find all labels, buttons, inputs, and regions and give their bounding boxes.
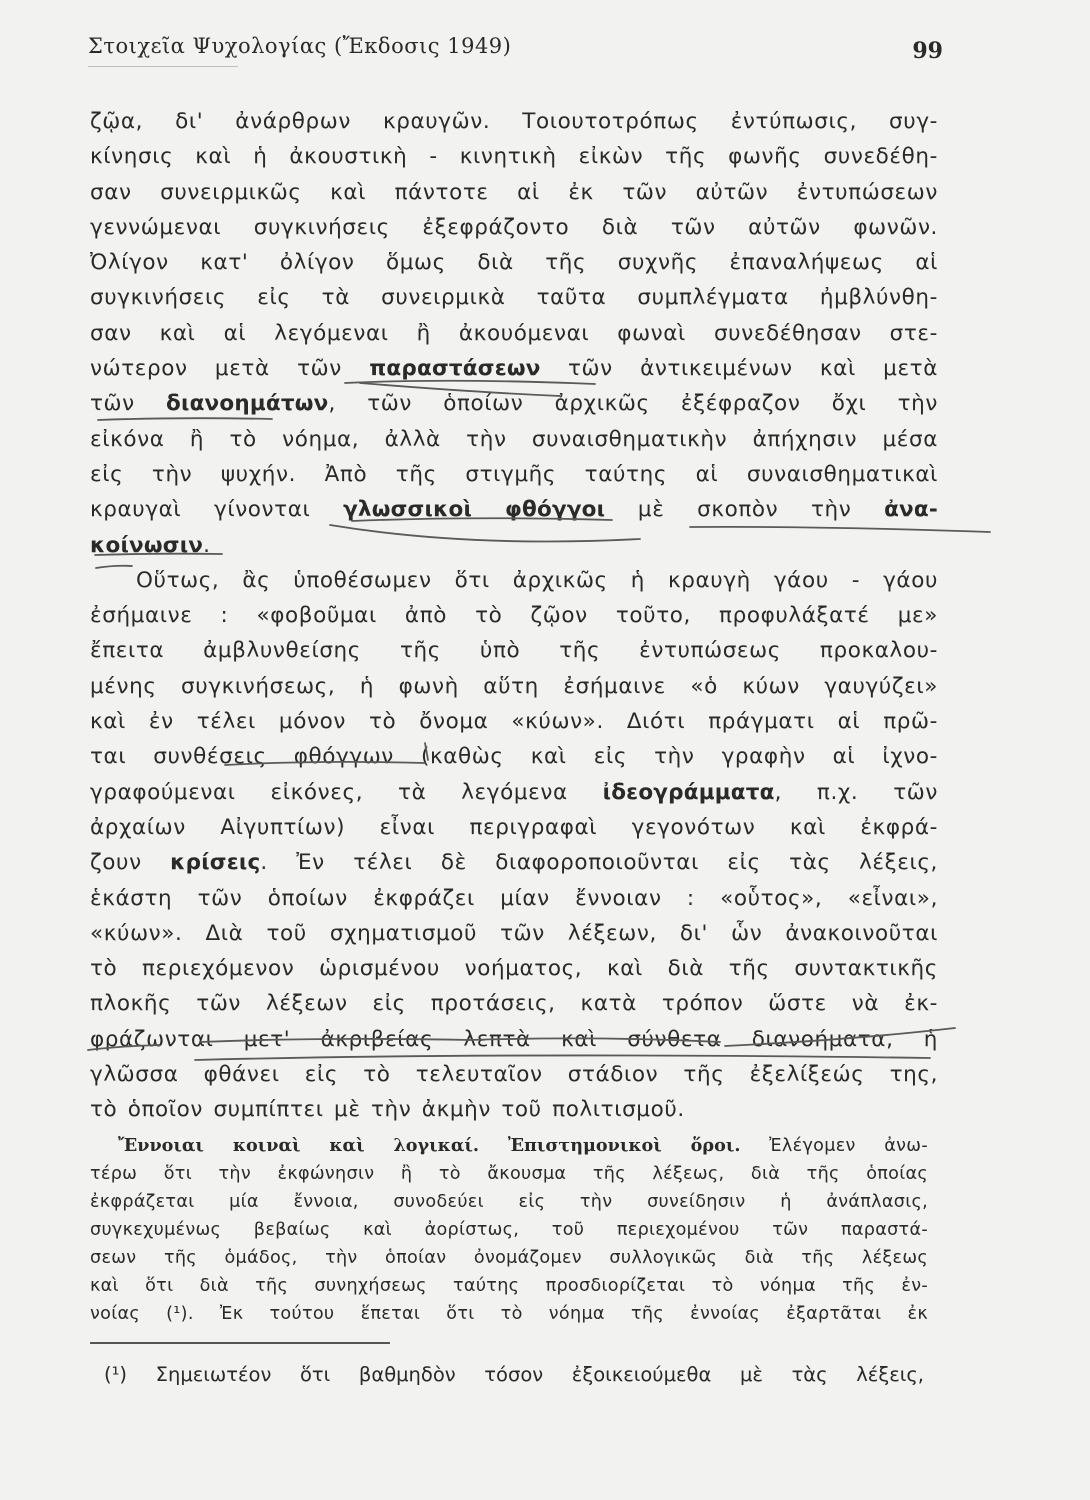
- text-run: κραυγαὶ γίνονται: [90, 497, 344, 523]
- text-run: ζουν: [90, 850, 171, 876]
- text-run: νώτερον μετὰ τῶν: [90, 356, 370, 382]
- emphasized-term: ἰδεογράμματα: [602, 779, 775, 805]
- running-title: Στοιχεῖα Ψυχολογίας (Ἔκδοσις 1949): [88, 34, 512, 58]
- text-run: μὲ σκοπὸν τὴν: [605, 497, 885, 523]
- page-header: [88, 34, 943, 68]
- text-line: ἐσήμαινε : «φοβοῦμαι ἀπὸ τὸ ζῷον τοῦτο, προφυλάξατέ με»: [90, 603, 938, 629]
- section-line: νοίας (¹). Ἐκ τούτου ἕπεται ὅτι τὸ νόημα τῆς ἐννοίας ἐξαρτᾶται ἐκ: [90, 1304, 928, 1324]
- text-line: Οὕτως, ἂς ὑποθέσωμεν ὅτι ἀρχικῶς ἡ κραυγὴ γάου - γάου: [136, 567, 938, 593]
- text-line: πλοκῆς τῶν λέξεων εἰς προτάσεις, κατὰ τρόπον ὥστε νὰ ἐκ-: [90, 991, 938, 1017]
- text-line: [90, 775, 938, 810]
- text-line: εἰκόνα ἢ τὸ νόημα, ἀλλὰ τὴν συναισθηματικὴν ἀπήχησιν μέσα: [90, 426, 938, 452]
- header-rule: [88, 66, 238, 67]
- text-line: εἰς τὴν ψυχήν. Ἀπὸ τῆς στιγμῆς ταύτης αἱ συναισθηματικαὶ: [90, 461, 938, 487]
- section-line: σεων τῆς ὁμάδος, τὴν ὁποίαν ὀνομάζομεν συλλογικῶς διὰ τῆς λέξεως: [90, 1248, 928, 1268]
- text-line: ζῷα, δι' ἀνάρθρων κραυγῶν. Τοιουτοτρόπως ἐντύπωσις, συγ-: [90, 109, 938, 134]
- text-run: , τῶν ὁποίων ἀρχικῶς ἐξέφραζον ὄχι τὴν: [328, 391, 938, 417]
- section-first-line: [90, 1132, 928, 1160]
- text-line: [90, 492, 938, 527]
- text-run: . Ἐν τέλει δὲ διαφοροποιοῦνται εἰς τὰς λέξεις,: [260, 850, 938, 876]
- text-line: [90, 386, 938, 421]
- emphasized-term: κοίνωσιν: [90, 532, 204, 558]
- page-number: 99: [912, 38, 943, 64]
- text-line: ἑκάστη τῶν ὁποίων ἐκφράζει μίαν ἔννοιαν : «οὗτος», «εἶναι»,: [90, 885, 938, 911]
- text-line: Ὀλίγον κατ' ὀλίγον ὅμως διὰ τῆς συχνῆς ἐπαναλήψεως αἱ: [90, 250, 938, 276]
- text-line: ἔπειτα ἀμβλυνθείσης τῆς ὑπὸ τῆς ἐντυπώσεως προκαλου-: [90, 638, 938, 664]
- text-run: τῶν: [90, 391, 167, 417]
- section-line: συγκεχυμένως βεβαίως καὶ ἀορίστως, τοῦ περιεχομένου τῶν παραστά-: [90, 1220, 928, 1240]
- section-line: τέρω ὅτι τὴν ἐκφώνησιν ἢ τὸ ἄκουσμα τῆς λέξεως, διὰ τῆς ὁποίας: [90, 1164, 928, 1184]
- text-line: ται συνθέσεις φθόγγων (καθὼς καὶ εἰς τὴν γραφὴν αἱ ἰχνο-: [90, 744, 938, 770]
- section-line: καὶ ὅτι διὰ τῆς συνηχήσεως ταύτης προσδιορίζεται τὸ νόημα τῆς ἐν-: [90, 1276, 928, 1296]
- text-line: σαν συνειρμικῶς καὶ πάντοτε αἱ ἐκ τῶν αὐτῶν ἐντυπώσεων: [90, 179, 938, 205]
- text-run: Ἐλέγομεν ἀνω-: [740, 1136, 928, 1156]
- section-text: [90, 1132, 928, 1328]
- emphasized-term: διανοημάτων: [166, 391, 329, 417]
- text-line: τὸ περιεχόμενον ὡρισμένου νοήματος, καὶ διὰ τῆς συντακτικῆς: [90, 956, 938, 982]
- section-heading: Ἔννοιαι κοιναὶ καὶ λογικαί. Ἐπιστημονικοὶ ὅροι.: [118, 1135, 741, 1156]
- text-line: «κύων». Διὰ τοῦ σχηματισμοῦ τῶν λέξεων, δι' ὧν ἀνακοινοῦται: [90, 920, 938, 946]
- text-line: [90, 845, 938, 880]
- text-line: ἀρχαίων Αἰγυπτίων) εἶναι περιγραφαὶ γεγονότων καὶ ἐκφρά-: [90, 814, 938, 840]
- emphasized-term: ἀνα-: [884, 497, 938, 523]
- text-run: τῶν ἀντικειμένων καὶ μετὰ: [540, 356, 938, 382]
- text-line: [90, 528, 938, 563]
- text-line: κίνησις καὶ ἡ ἀκουστικὴ - κινητικὴ εἰκὼν τῆς φωνῆς συνεδέθη-: [90, 144, 938, 170]
- body-text: [90, 104, 938, 1128]
- emphasized-term: κρίσεις: [170, 850, 261, 876]
- text-line: φράζωνται μετ' ἀκριβείας λεπτὰ καὶ σύνθετα διανοήματα, ἡ: [90, 1026, 938, 1052]
- emphasized-term: παραστάσεων: [369, 356, 541, 382]
- text-run: γραφούμεναι εἰκόνες, τὰ λεγόμενα: [90, 779, 603, 805]
- footnote-rule: [90, 1342, 390, 1344]
- text-line: [90, 351, 938, 386]
- text-line: καὶ ἐν τέλει μόνον τὸ ὄνομα «κύων». Διότι πράγματι αἱ πρῶ-: [90, 709, 938, 735]
- text-line: μένης συγκινήσεως, ἡ φωνὴ αὕτη ἐσήμαινε «ὁ κύων γαυγύζει»: [90, 673, 938, 699]
- text-line: συγκινήσεις εἰς τὰ συνειρμικὰ ταῦτα συμπλέγματα ἠμβλύνθη-: [90, 285, 938, 311]
- text-line: σαν καὶ αἱ λεγόμεναι ἢ ἀκουόμεναι φωναὶ συνεδέθησαν στε-: [90, 320, 938, 346]
- text-line: γλῶσσα φθάνει εἰς τὸ τελευταῖον στάδιον τῆς ἐξελίξεώς της,: [90, 1062, 938, 1088]
- text-line: γεννώμεναι συγκινήσεις ἐξεφράζοντο διὰ τῶν αὐτῶν φωνῶν.: [90, 214, 938, 240]
- text-run: , π.χ. τῶν: [774, 779, 939, 805]
- section-line: ἐκφράζεται μία ἔννοια, συνοδεύει εἰς τὴν συνείδησιν ἡ ἀνάπλασις,: [90, 1192, 928, 1212]
- emphasized-term: γλωσσικοὶ φθόγγοι: [343, 497, 606, 523]
- text-run: .: [203, 532, 211, 558]
- footnote: (¹) Σημειωτέον ὅτι βαθμηδὸν τόσον ἐξοικειούμεθα μὲ τὰς λέξεις,: [104, 1363, 924, 1386]
- text-line: τὸ ὁποῖον συμπίπτει μὲ τὴν ἀκμὴν τοῦ πολιτισμοῦ.: [90, 1097, 685, 1123]
